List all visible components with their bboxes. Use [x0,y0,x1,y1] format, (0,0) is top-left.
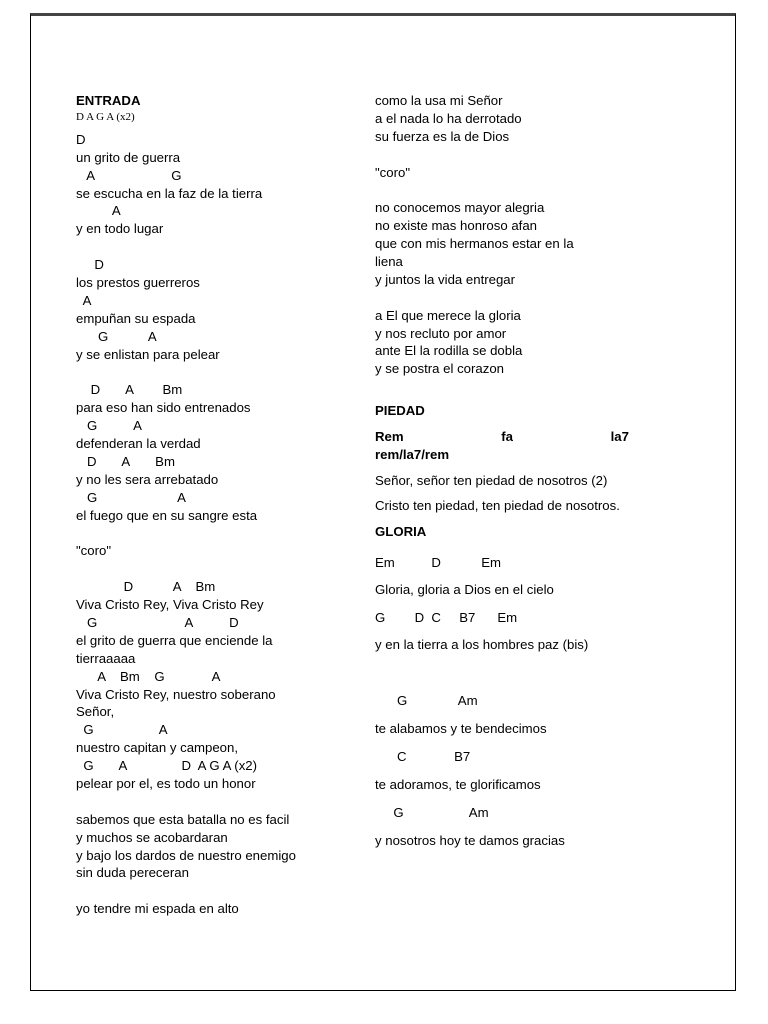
stanza-3 [76,381,366,524]
chord-line: A Bm G A [76,668,221,684]
stanza-4 [76,811,366,883]
chord-line: D A Bm [76,382,183,398]
lyric-line: nuestro capitan y campeon, [76,740,239,756]
stanza-5 [375,92,629,146]
lyric-line: sabemos que esta batalla no es facil [76,811,290,827]
lyric-line: Viva Cristo Rey, nuestro soberano [76,686,276,702]
chord-line: G Am [375,692,478,708]
chord-line: D A Bm [76,453,175,469]
lyric-line: y nosotros hoy te damos gracias [375,832,565,848]
lyric-line: y nos recluto por amor [375,325,507,341]
chord-line: D [76,257,104,273]
lyric-line: defenderan la verdad [76,436,201,452]
lyric-line: no conocemos mayor alegria [375,200,545,216]
lyric-line: y muchos se acobardaran [76,829,228,845]
chord-line: Em D Em [375,554,502,570]
lyric-line: un grito de guerra [76,149,181,165]
lyric-line: liena [375,254,403,270]
lyric-line: no existe mas honroso afan [375,218,538,234]
chord-fa: fa [501,429,513,445]
chord-line: A G [76,167,182,183]
lyric-line: a el nada lo ha derrotado [375,110,522,126]
gloria-title: GLORIA [375,523,427,539]
lyric-line: y se enlistan para pelear [76,346,220,362]
coro [76,578,366,793]
lyric-line: Señor, [76,704,115,720]
piedad-chords-2: rem/la7/rem [375,447,450,463]
chord-line: G A [76,328,157,344]
chord-line: G A [76,489,186,505]
piedad-line-1: Señor, señor ten piedad de nosotros (2) [375,472,608,488]
chord-line: C B7 [375,748,471,764]
chord-line: G A D A G A (x2) [76,758,258,774]
right-column [375,92,629,855]
lyric-line: te alabamos y te bendecimos [375,720,547,736]
chord-line: G A [76,722,168,738]
stanza-6 [375,199,629,288]
chord-line: A [76,292,92,308]
lyric-line: Viva Cristo Rey, Viva Cristo Rey [76,597,264,613]
lyric-line: y en todo lugar [76,221,164,237]
lyric-line: para eso han sido entrenados [76,400,251,416]
piedad-title: PIEDAD [375,403,425,419]
piedad-chords [375,428,629,446]
chord-line: D [76,131,86,147]
lyric-line: tierraaaaa [76,650,136,666]
chord-rem: Rem [375,429,404,445]
entrada-intro-chords: D A G A (x2) [76,110,135,123]
lyric-line: su fuerza es la de Dios [375,128,510,144]
piedad-line-2: Cristo ten piedad, ten piedad de nosotros. [375,498,620,514]
lyric-line: te adoramos, te glorificamos [375,776,541,792]
lyric-line: el grito de guerra que enciende la [76,632,273,648]
lyric-line: y juntos la vida entregar [375,271,516,287]
lyric-line: yo tendre mi espada en alto [76,901,239,917]
gloria-verse-2 [375,687,629,855]
entrada-title: ENTRADA [76,93,141,108]
lyric-line: a El que merece la gloria [375,307,521,323]
chord-line: G A [76,418,142,434]
gloria-verse-1 [375,549,629,659]
lyric-line: los prestos guerreros [76,275,200,291]
stanza-2 [76,256,366,363]
chord-line: G Am [375,804,489,820]
chord-line: G A D [76,614,239,630]
lyric-line: y se postra el corazon [375,361,505,377]
lyric-line: y en la tierra a los hombres paz (bis) [375,637,589,653]
lyric-line: y no les sera arrebatado [76,471,219,487]
chord-la7: la7 [610,429,629,445]
chord-line: D A Bm [76,579,216,595]
lyric-line: Gloria, gloria a Dios en el cielo [375,582,554,598]
lyric-line: sin duda pereceran [76,865,189,881]
stanza-1 [76,131,366,238]
lyric-line: como la usa mi Señor [375,93,503,108]
coro-reference: "coro" [375,164,411,180]
lyric-line: se escucha en la faz de la tierra [76,185,263,201]
coro-reference: "coro" [76,543,112,559]
lyric-line: el fuego que en su sangre esta [76,507,258,523]
lyric-line: que con mis hermanos estar en la [375,236,574,252]
left-column [76,92,366,918]
lyric-line: pelear por el, es todo un honor [76,775,256,791]
chord-line: G D C B7 Em [375,609,518,625]
lyric-line: empuñan su espada [76,310,196,326]
lyric-line: ante El la rodilla se dobla [375,343,523,359]
lyric-line: y bajo los dardos de nuestro enemigo [76,847,296,863]
chord-line: A [76,203,121,219]
stanza-7 [375,307,629,379]
